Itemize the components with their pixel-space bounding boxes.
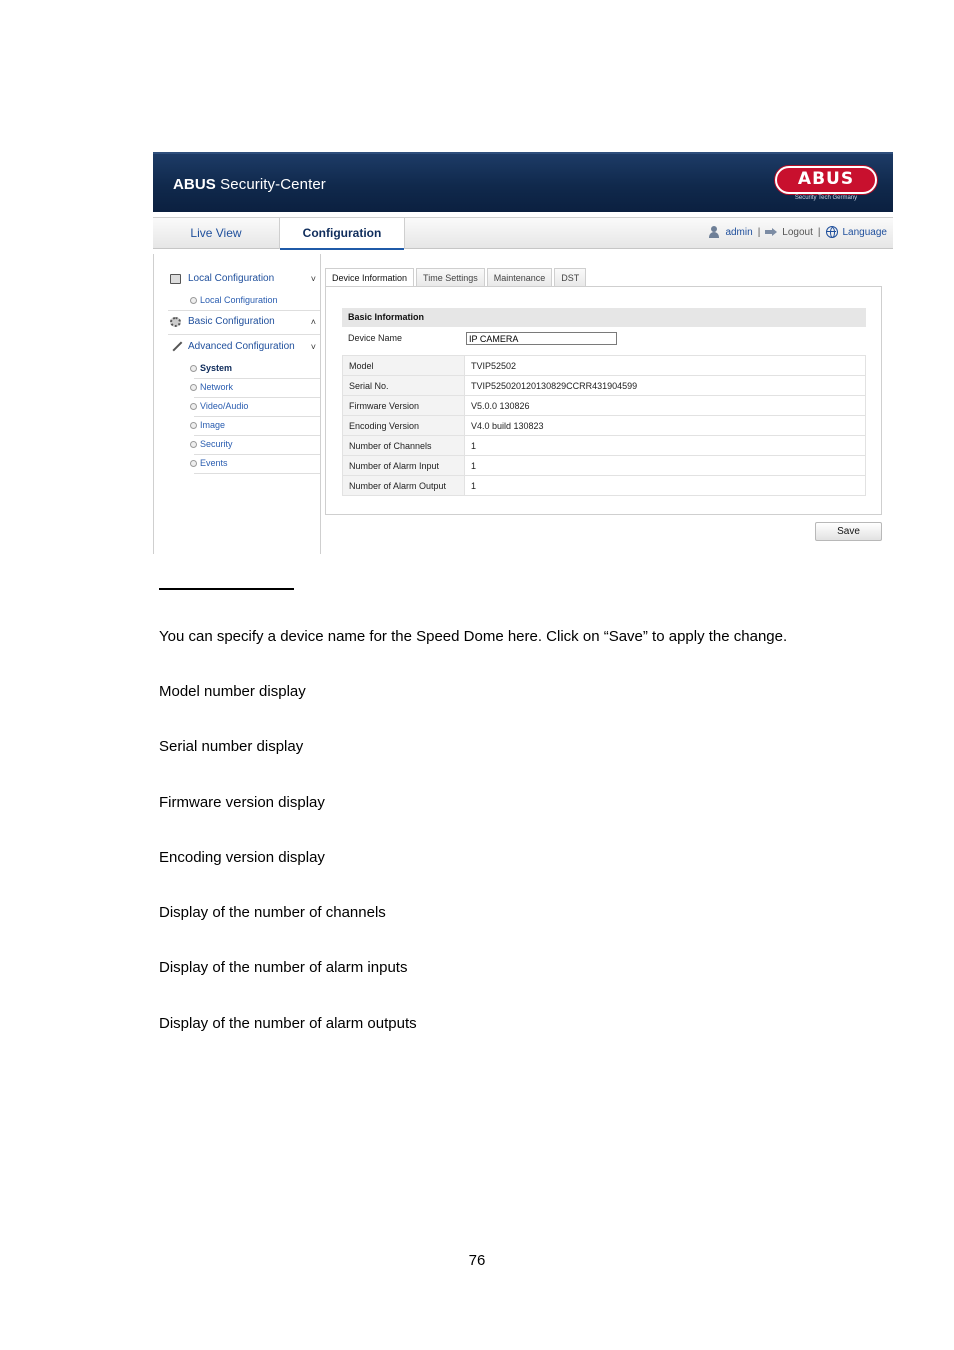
- row-label: Serial No.: [343, 376, 465, 396]
- wrench-icon: [170, 339, 183, 352]
- paragraph-model: Model number display: [159, 683, 306, 700]
- row-value: 1: [465, 456, 866, 476]
- row-value: 1: [465, 476, 866, 496]
- logout-icon: [765, 226, 777, 238]
- device-name-label: Device Name: [348, 333, 403, 343]
- tab-live-view[interactable]: Live View: [190, 226, 242, 240]
- row-value: 1: [465, 436, 866, 456]
- table-row: [343, 436, 866, 456]
- paragraph-encoding: Encoding version display: [159, 849, 325, 866]
- sidebar-head-label: Advanced Configuration: [188, 341, 295, 352]
- main-navbar: [153, 217, 893, 249]
- logout-link[interactable]: Logout: [782, 226, 813, 238]
- row-value: V4.0 build 130823: [465, 416, 866, 436]
- save-button[interactable]: Save: [815, 522, 882, 541]
- row-value: TVIP52502: [465, 356, 866, 376]
- language-link[interactable]: Language: [842, 226, 887, 238]
- row-value: TVIP525020120130829CCRR431904599: [465, 376, 866, 396]
- sidebar-item-events[interactable]: Events: [200, 455, 320, 471]
- tab-time-settings[interactable]: Time Settings: [416, 268, 485, 287]
- paragraph-device-name: You can specify a device name for the Speed Dome here. Click on “Save” to apply the change.: [159, 628, 788, 645]
- page-number: 76: [468, 1252, 486, 1269]
- abus-logo: [775, 166, 877, 202]
- paragraph-firmware: Firmware version display: [159, 794, 325, 811]
- logo-subtitle: Security Tech Germany: [794, 195, 858, 201]
- chevron-down-icon: ˅: [310, 342, 316, 352]
- sidebar-item-security[interactable]: Security: [200, 436, 320, 452]
- tab-dst[interactable]: DST: [554, 268, 586, 287]
- tab-device-information[interactable]: Device Information: [325, 268, 414, 287]
- ui-screenshot: [153, 152, 893, 554]
- monitor-icon: [170, 274, 181, 284]
- section-header: Basic Information: [342, 308, 866, 327]
- paragraph-channels: Display of the number of channels: [159, 904, 386, 921]
- config-sidebar: [153, 254, 321, 554]
- paragraph-serial: Serial number display: [159, 738, 304, 755]
- sidebar-advanced-configuration[interactable]: [170, 338, 316, 356]
- sidebar-item-video-audio[interactable]: Video/Audio: [200, 398, 320, 414]
- row-value: V5.0.0 130826: [465, 396, 866, 416]
- sidebar-item-network[interactable]: Network: [200, 379, 320, 395]
- sidebar-item-image[interactable]: Image: [200, 417, 320, 433]
- table-row: [343, 376, 866, 396]
- device-information-panel: [325, 286, 882, 515]
- user-icon: [708, 226, 720, 238]
- table-row: [343, 416, 866, 436]
- tab-maintenance[interactable]: Maintenance: [487, 268, 553, 287]
- row-label: Number of Alarm Input: [343, 456, 465, 476]
- device-name-input[interactable]: [466, 332, 617, 345]
- chevron-down-icon: ˅: [310, 274, 316, 284]
- row-label: Number of Alarm Output: [343, 476, 465, 496]
- separator: |: [817, 226, 821, 238]
- divider: [168, 334, 320, 335]
- row-label: Encoding Version: [343, 416, 465, 436]
- tab-configuration[interactable]: Configuration: [279, 218, 405, 249]
- config-subtabs: [325, 268, 586, 287]
- row-label: Model: [343, 356, 465, 376]
- sidebar-basic-configuration[interactable]: [170, 313, 316, 331]
- device-name-row: [342, 331, 866, 347]
- divider: [194, 473, 320, 474]
- sidebar-local-configuration[interactable]: [170, 270, 316, 288]
- table-row: [343, 456, 866, 476]
- sidebar-head-label: Basic Configuration: [188, 316, 275, 327]
- table-row: [343, 356, 866, 376]
- paragraph-alarm-inputs: Display of the number of alarm inputs: [159, 959, 408, 976]
- separator: |: [757, 226, 761, 238]
- table-row: [343, 476, 866, 496]
- sidebar-head-label: Local Configuration: [188, 273, 275, 284]
- globe-icon: [826, 226, 838, 238]
- divider: [168, 310, 320, 311]
- app-title: [173, 176, 326, 193]
- user-bar: [708, 226, 887, 238]
- row-label: Number of Channels: [343, 436, 465, 456]
- user-name[interactable]: admin: [725, 226, 753, 238]
- chevron-up-icon: ˄: [310, 317, 316, 327]
- sidebar-item-system[interactable]: System: [200, 360, 320, 376]
- gear-icon: [170, 317, 181, 327]
- logo-text: ABUS: [797, 169, 855, 189]
- app-title-text: Security-Center: [215, 176, 326, 193]
- heading-underline: [159, 588, 294, 590]
- app-title-brand: ABUS: [173, 176, 216, 193]
- row-label: Firmware Version: [343, 396, 465, 416]
- paragraph-alarm-outputs: Display of the number of alarm outputs: [159, 1015, 417, 1032]
- app-banner: [153, 152, 893, 212]
- device-info-table: [342, 355, 866, 496]
- table-row: [343, 396, 866, 416]
- sidebar-item-local-configuration[interactable]: Local Configuration: [200, 292, 320, 308]
